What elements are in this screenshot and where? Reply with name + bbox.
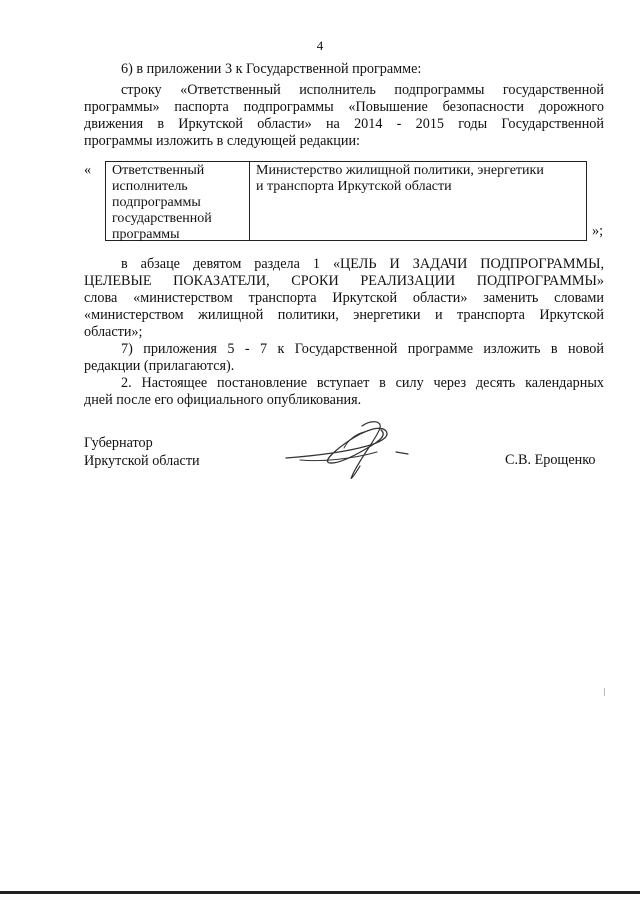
razdel-paragraph [84, 256, 604, 341]
item6-body [84, 82, 604, 150]
handwritten-signature [282, 418, 412, 483]
razdel-line: «министерством жилищной политики, энергетики и транспорта Иркутской [84, 307, 604, 323]
table-value-line: и транспорта Иркутской области [256, 179, 452, 194]
item2-line: 2. Настоящее постановление вступает в силу через десять календарных [121, 375, 604, 391]
signatory-name: С.В. Ерощенко [505, 452, 596, 468]
table-value-line: Министерство жилищной политики, энергетики [256, 163, 544, 178]
item6-line: движения в Иркутской области» на 2014 - 2015 годы Государственной [84, 116, 604, 132]
open-quote: « [84, 162, 92, 178]
responsible-table-block [84, 161, 624, 243]
table-label-line: подпрограммы [112, 195, 201, 210]
razdel-line: ЦЕЛЕВЫЕ ПОКАЗАТЕЛИ, СРОКИ РЕАЛИЗАЦИИ ПОДПРОГРАММЫ» [84, 273, 604, 289]
table-label-line: исполнитель [112, 179, 188, 194]
signatory-title-line: Губернатор [84, 435, 153, 451]
table-label-line: государственной [112, 211, 212, 226]
item6-line: строку «Ответственный исполнитель подпрограммы государственной [121, 82, 604, 98]
bottom-border-line [0, 891, 640, 894]
close-quote: »; [592, 223, 604, 239]
razdel-line: в абзаце девятом раздела 1 «ЦЕЛЬ И ЗАДАЧИ ПОДПРОГРАММЫ, [121, 256, 604, 272]
responsible-table [105, 161, 587, 241]
item6-line: программы» паспорта подпрограммы «Повышение безопасности дорожного [84, 99, 604, 115]
page-number: 4 [316, 38, 324, 53]
razdel-line: слова «министерством транспорта Иркутской области» заменить словами [84, 290, 604, 306]
item7-paragraph [84, 341, 604, 375]
table-cell-value [250, 162, 586, 240]
item2-paragraph [84, 375, 604, 409]
table-label-line: Ответственный [112, 163, 205, 178]
item6-line: программы изложить в следующей редакции: [84, 133, 360, 149]
signatory-title [84, 434, 200, 470]
scan-mark [604, 688, 605, 696]
item7-line: 7) приложения 5 - 7 к Государственной программе изложить в новой [121, 341, 604, 357]
table-label-line: программы [112, 227, 180, 242]
razdel-line: области»; [84, 324, 143, 340]
table-cell-label [106, 162, 250, 240]
item2-line: дней после его официального опубликования. [84, 392, 362, 408]
item7-line: редакции (прилагаются). [84, 358, 235, 374]
item6-line1: 6) в приложении 3 к Государственной программе: [121, 61, 422, 77]
item6-heading [84, 61, 604, 78]
signatory-title-line: Иркутской области [84, 453, 200, 469]
